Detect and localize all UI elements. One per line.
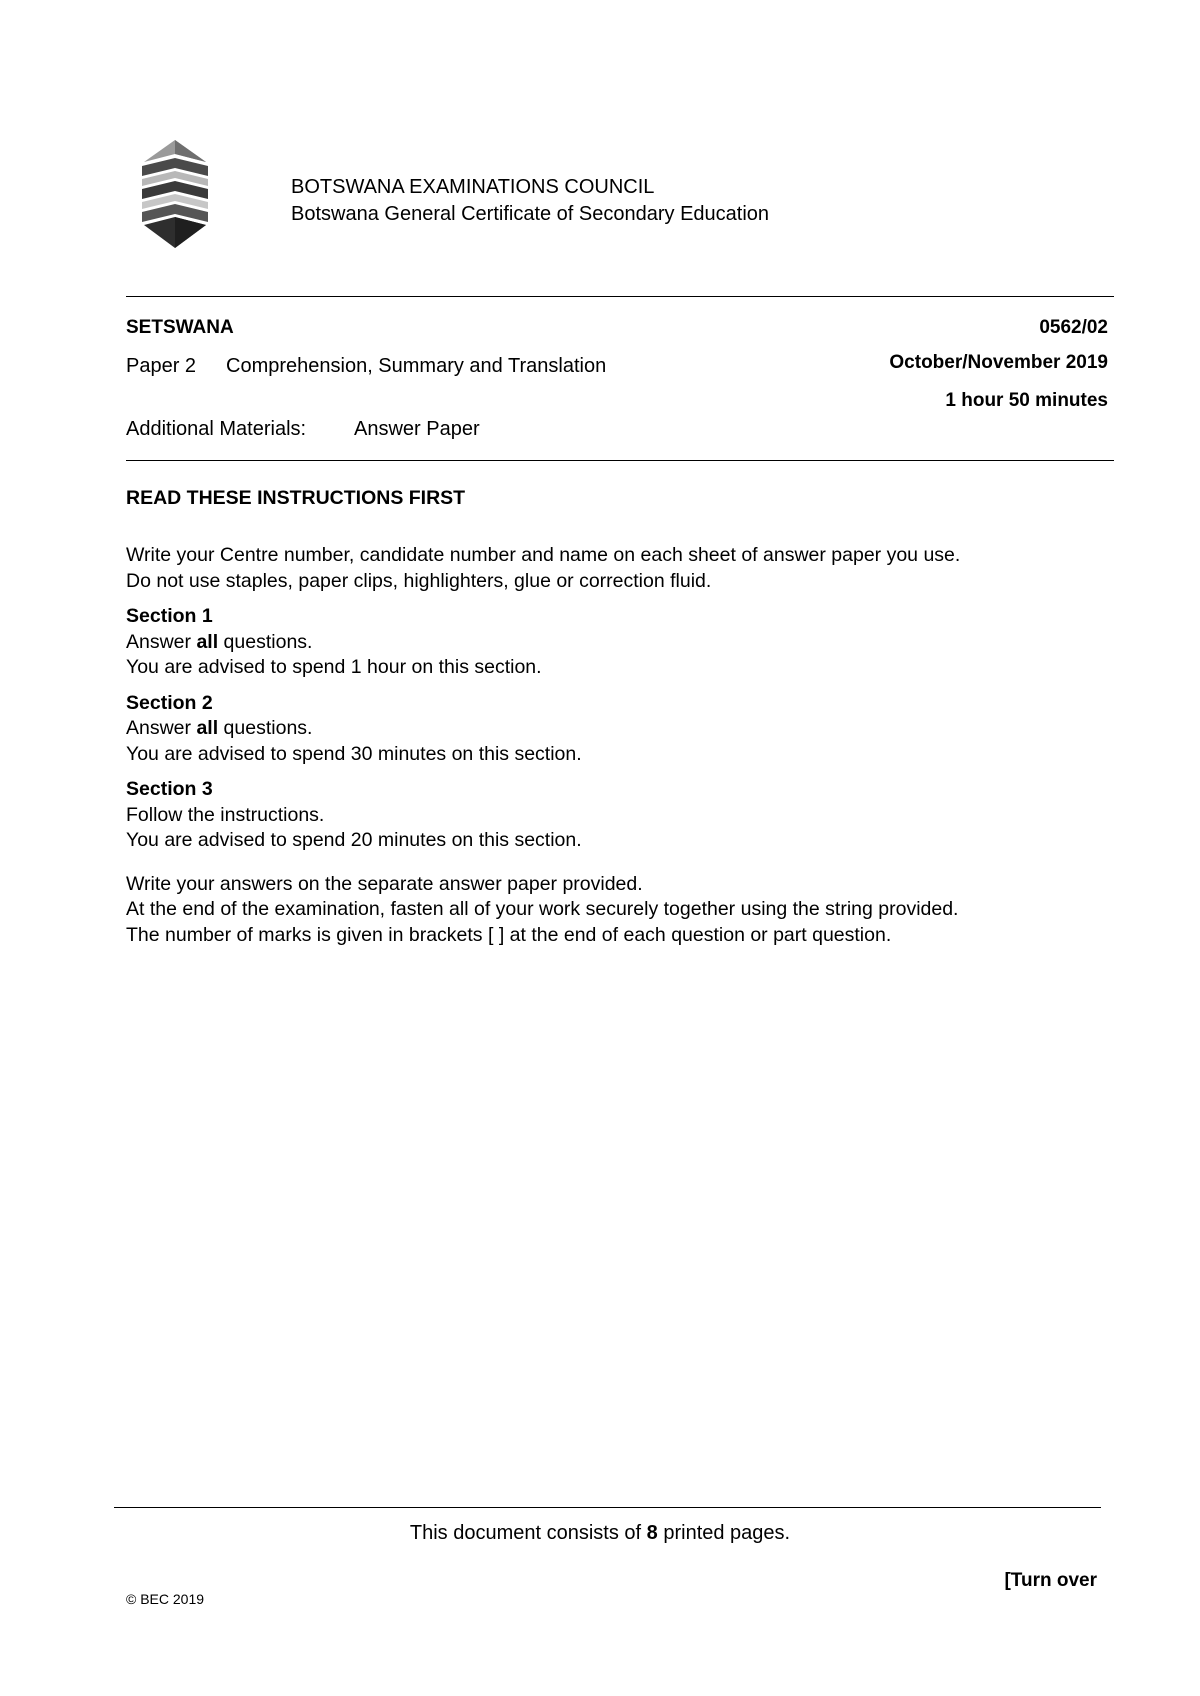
instructions-heading: READ THESE INSTRUCTIONS FIRST xyxy=(126,487,466,509)
page-count-note xyxy=(0,1522,1200,1545)
page-count-suffix: printed pages. xyxy=(657,1522,791,1544)
section-answer xyxy=(126,716,1086,742)
exam-session: October/November 2019 xyxy=(889,352,1108,373)
answer-emphasis: all xyxy=(196,717,219,739)
section-advice: You are advised to spend 30 minutes on this section. xyxy=(126,742,582,765)
page-count-prefix: This document consists of xyxy=(409,1522,647,1544)
paper-title: Comprehension, Summary and Translation xyxy=(226,355,607,377)
middle-divider xyxy=(126,460,1114,461)
turn-over-label: [Turn over xyxy=(1004,1570,1097,1591)
bec-logo-icon xyxy=(140,140,210,248)
section-title: Section 3 xyxy=(126,778,213,800)
page-count-number: 8 xyxy=(646,1522,658,1544)
materials-label: Additional Materials: xyxy=(126,418,307,440)
exam-duration: 1 hour 50 minutes xyxy=(945,390,1108,411)
materials-value: Answer Paper xyxy=(354,418,480,440)
subject-title: SETSWANA xyxy=(126,317,234,338)
answer-emphasis: all xyxy=(196,630,219,653)
top-divider xyxy=(126,296,1114,297)
section-title: Section 1 xyxy=(126,605,213,627)
final-line: At the end of the examination, fasten all of your work securely together using the string provided. xyxy=(126,898,959,920)
section-2-block xyxy=(126,691,1086,768)
answer-prefix: Answer xyxy=(126,630,197,653)
section-advice: You are advised to spend 1 hour on this section. xyxy=(126,656,542,678)
section-3-block xyxy=(126,777,1086,854)
section-instruction: Follow the instructions. xyxy=(126,803,325,826)
qualification-name: Botswana General Certificate of Secondary Education xyxy=(291,203,770,225)
copyright-notice: © BEC 2019 xyxy=(126,1591,205,1607)
instructions-body xyxy=(126,543,1086,948)
section-answer xyxy=(126,630,1086,656)
section-advice: You are advised to spend 20 minutes on this section. xyxy=(126,829,582,851)
section-1-block xyxy=(126,604,1086,681)
final-line: Write your answers on the separate answer paper provided. xyxy=(126,872,643,895)
organisation-name: BOTSWANA EXAMINATIONS COUNCIL xyxy=(291,176,655,198)
final-line: The number of marks is given in brackets [ ] at the end of each question or part question. xyxy=(126,923,892,946)
footer-divider xyxy=(114,1507,1101,1508)
intro-line: Do not use staples, paper clips, highlighters, glue or correction fluid. xyxy=(126,569,712,592)
answer-suffix: questions. xyxy=(218,630,313,653)
final-instructions xyxy=(126,872,1086,949)
organisation-header xyxy=(291,174,769,228)
paper-number: Paper 2 xyxy=(126,355,197,377)
paper-code: 0562/02 xyxy=(1039,317,1108,338)
intro-block xyxy=(126,543,1086,594)
intro-line: Write your Centre number, candidate number and name on each sheet of answer paper you use. xyxy=(126,544,961,566)
answer-prefix: Answer xyxy=(126,717,197,739)
section-title: Section 2 xyxy=(126,691,213,714)
answer-suffix: questions. xyxy=(218,717,313,739)
